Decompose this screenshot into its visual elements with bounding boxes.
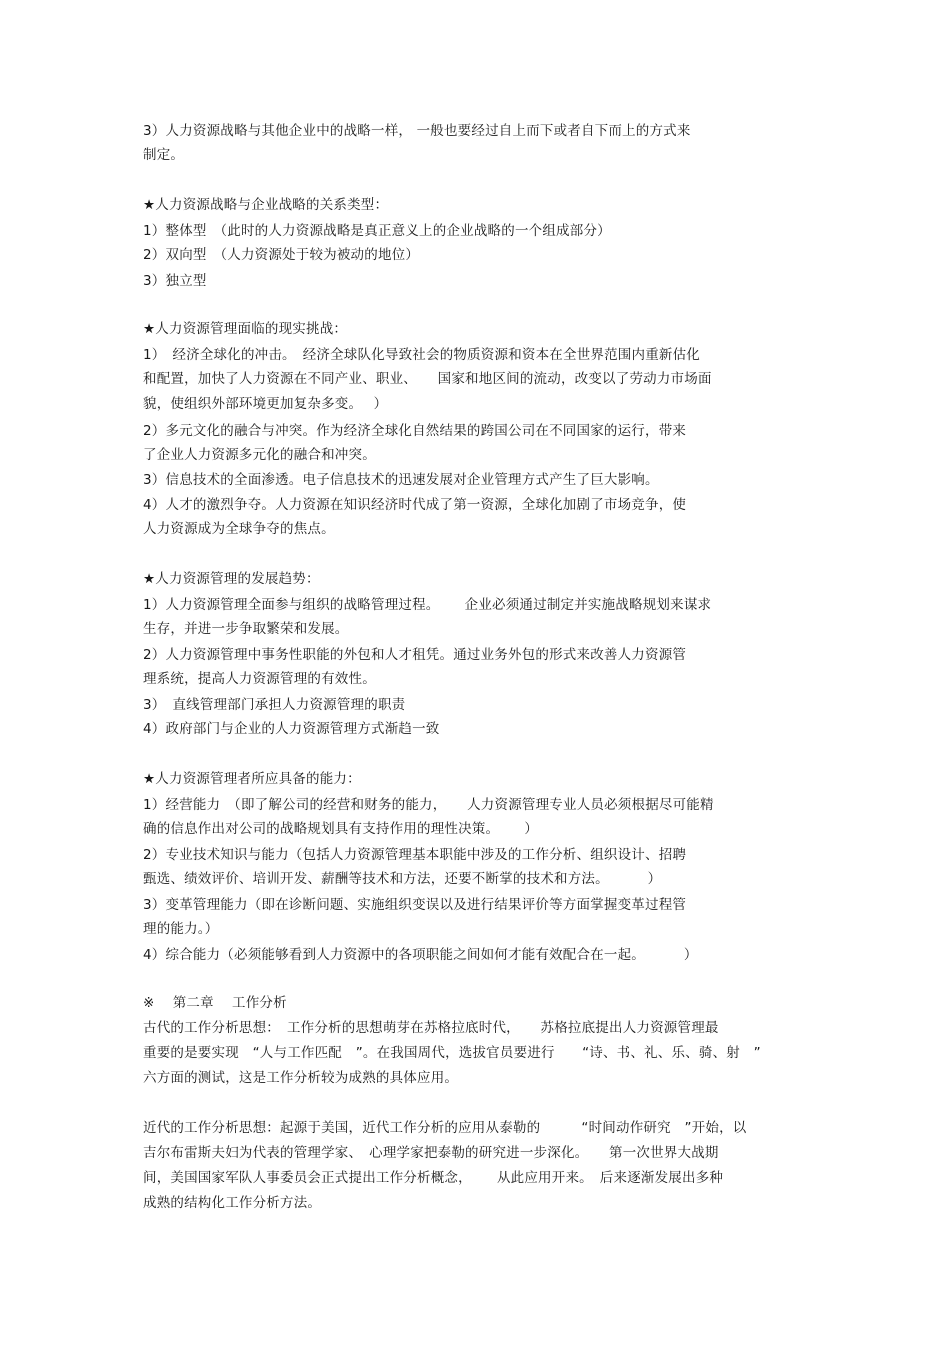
text-line: 和配置，加快了人力资源在不同产业、职业、 国家和地区间的流动，改变以了劳动力市场面 bbox=[143, 371, 712, 387]
text-line: 4）人才的激烈争夺。人力资源在知识经济时代成了第一资源，全球化加剧了市场竞争，使 bbox=[143, 497, 687, 513]
text-line: 4）综合能力（必须能够看到人力资源中的各项职能之间如何才能有效配合在一起。 ） bbox=[143, 947, 698, 963]
text-line: 4）政府部门与企业的人力资源管理方式渐趋一致 bbox=[143, 721, 440, 737]
text-line: 1）整体型 （此时的人力资源战略是真正意义上的企业战略的一个组成部分） bbox=[143, 223, 611, 239]
text-line: 重要的是要实现 “人与工作匹配 ”。在我国周代，选拔官员要进行 “诗、书、礼、乐、骑、射 ” bbox=[143, 1045, 761, 1061]
text-line: 3）信息技术的全面渗透。电子信息技术的迅速发展对企业管理方式产生了巨大影响。 bbox=[143, 472, 659, 488]
text-line: 1）经营能力 （即了解公司的经营和财务的能力， 人力资源管理专业人员必须根据尽可能精 bbox=[143, 797, 714, 813]
text-line: 生存，并进一步争取繁荣和发展。 bbox=[143, 621, 349, 637]
text-line: 2）多元文化的融合与冲突。作为经济全球化自然结果的跨国公司在不同国家的运行，带来 bbox=[143, 423, 687, 439]
text-line: 甄选、绩效评价、培训开发、薪酬等技术和方法，还要不断掌的技术和方法。 ） bbox=[143, 871, 662, 887]
text-line: 古代的工作分析思想： 工作分析的思想萌芽在苏格拉底时代， 苏格拉底提出人力资源管理最 bbox=[143, 1020, 719, 1036]
text-line: 成熟的结构化工作分析方法。 bbox=[143, 1195, 322, 1211]
text-line: 貌，使组织外部环境更加复杂多变。 ） bbox=[143, 396, 388, 412]
text-line: 了企业人力资源多元化的融合和冲突。 bbox=[143, 447, 376, 463]
text-line: 理的能力。） bbox=[143, 921, 219, 937]
text-line: 人力资源成为全球争夺的焦点。 bbox=[143, 521, 335, 537]
section-heading: ★人力资源管理的发展趋势： bbox=[143, 571, 320, 587]
text-line: 六方面的测试，这是工作分析较为成熟的具体应用。 bbox=[143, 1070, 459, 1086]
text-line: 3） 直线管理部门承担人力资源管理的职责 bbox=[143, 697, 406, 713]
section-heading: ★人力资源管理面临的现实挑战： bbox=[143, 321, 348, 337]
text-line: 吉尔布雷斯夫妇为代表的管理学家、 心理学家把泰勒的研究进一步深化。 第一次世界大战期 bbox=[143, 1145, 719, 1161]
text-line: 1）人力资源管理全面参与组织的战略管理过程。 企业必须通过制定并实施战略规划来谋求 bbox=[143, 597, 712, 613]
text-line: 2）专业技术知识与能力（包括人力资源管理基本职能中涉及的工作分析、组织设计、招聘 bbox=[143, 847, 687, 863]
text-line: 3）变革管理能力（即在诊断问题、实施组织变误以及进行结果评价等方面掌握变革过程管 bbox=[143, 897, 687, 913]
text-line: 1） 经济全球化的冲击。 经济全球队化导致社会的物质资源和资本在全世界范围内重新估化 bbox=[143, 347, 700, 363]
text-line: 3）独立型 bbox=[143, 273, 207, 289]
text-line: 确的信息作出对公司的战略规划具有支持作用的理性决策。 ） bbox=[143, 821, 539, 837]
text-line: 近代的工作分析思想：起源于美国，近代工作分析的应用从泰勒的 “时间动作研究 ”开始，以 bbox=[143, 1120, 747, 1136]
text-line: 间，美国国家军队人事委员会正式提出工作分析概念， 从此应用开来。 后来逐渐发展出多种 bbox=[143, 1170, 724, 1186]
chapter-heading: ※ 第二章 工作分析 bbox=[143, 995, 287, 1011]
text-line: 3）人力资源战略与其他企业中的战略一样， 一般也要经过自上而下或者自下而上的方式来 bbox=[143, 123, 691, 139]
section-heading: ★人力资源管理者所应具备的能力： bbox=[143, 771, 361, 787]
section-heading: ★人力资源战略与企业战略的关系类型： bbox=[143, 197, 389, 213]
text-line: 2）双向型 （人力资源处于较为被动的地位） bbox=[143, 247, 420, 263]
text-line: 2）人力资源管理中事务性职能的外包和人才租凭。通过业务外包的形式来改善人力资源管 bbox=[143, 647, 687, 663]
text-line: 制定。 bbox=[143, 147, 185, 163]
text-line: 理系统，提高人力资源管理的有效性。 bbox=[143, 671, 376, 687]
